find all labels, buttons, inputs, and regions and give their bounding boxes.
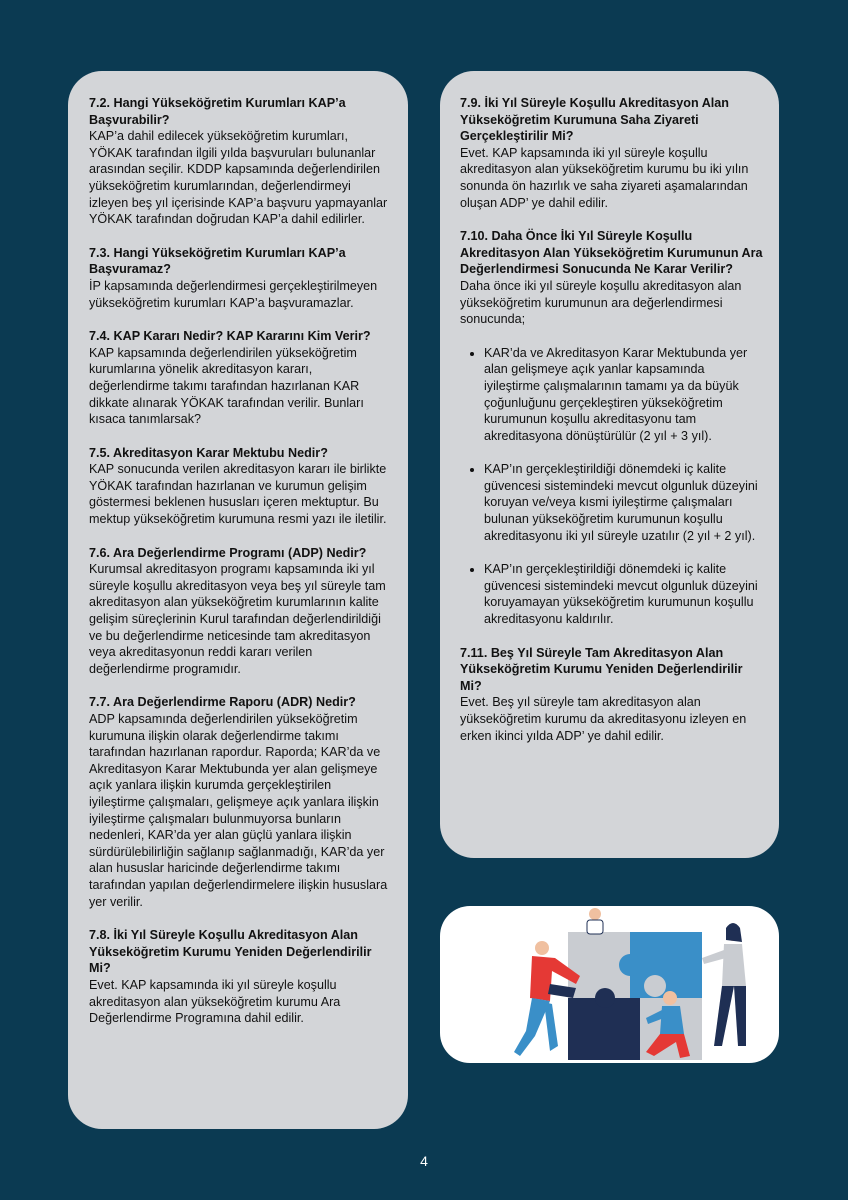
faq-section-7-3 — [89, 245, 390, 311]
bullet-item: • KAP’ın gerçekleştirildiği dönemdeki iç kalite güvencesi sistemindeki mevcut olgunluk düzeyini koruyan ve/veya kısmi iyileştirme çalışmaları bulunan yükseköğretim kurumunun koşullu akreditasyonu iki yıl süreyle uzatılır (2 yıl + 2 yıl). — [484, 461, 763, 544]
answer-text: İP kapsamında değerlendirmesi gerçekleştirilmeyen yükseköğretim kurumları KAP’a başvuramazlar. — [89, 278, 378, 310]
puzzle-teamwork-illustration — [440, 906, 779, 1063]
question-heading: 7.8. İki Yıl Süreyle Koşullu Akreditasyon Alan Yükseköğretim Kurumu Yeniden Değerlendirilir Mi? — [89, 928, 372, 976]
question-heading: 7.2. Hangi Yükseköğretim Kurumları KAP’a Başvurabilir? — [89, 96, 346, 127]
bullet-item: • KAP’ın gerçekleştirildiği dönemdeki iç kalite güvencesi sistemindeki mevcut olgunluk düzeyini koruyamayan yükseköğretim kurumunun koşullu akreditasyonu kaldırılır. — [484, 561, 763, 627]
question-heading: 7.9. İki Yıl Süreyle Koşullu Akreditasyon Alan Yükseköğretim Kurumuna Saha Ziyareti Gerçekleştirilir Mi? — [460, 96, 729, 144]
question-heading: 7.11. Beş Yıl Süreyle Tam Akreditasyon Alan Yükseköğretim Kurumu Yeniden Değerlendirilir Mi? — [460, 645, 743, 693]
question-heading: 7.10. Daha Önce İki Yıl Süreyle Koşullu Akreditasyon Alan Yükseköğretim Kurumunun Ara Değerlendirmesi Sonucunda Ne Karar Verilir? — [460, 229, 763, 277]
answer-text: Evet. KAP kapsamında iki yıl süreyle koşullu akreditasyon alan yükseköğretim kurumu Ara Değerlendirme Programına dahil edilir. — [89, 977, 341, 1026]
answer-text: Evet. KAP kapsamında iki yıl süreyle koşullu akreditasyon alan yükseköğretim kurumu bu iki yılın sonunda ön hazırlık ve saha ziyareti aşamalarından oluşan ADP’ ye dahil edilir. — [460, 145, 749, 210]
faq-section-7-11 — [460, 645, 763, 745]
faq-section-7-2 — [89, 95, 390, 228]
faq-section-7-4 — [89, 328, 390, 428]
page-number: 4 — [420, 1153, 428, 1169]
question-heading: 7.5. Akreditasyon Karar Mektubu Nedir? — [89, 445, 328, 460]
faq-section-7-10 — [460, 228, 763, 627]
person-right-woman — [702, 923, 746, 1046]
answer-text: KAP’a dahil edilecek yükseköğretim kurumları, YÖKAK tarafından ilgili yılda başvuruları bulunanlar arasından seçilir. KDDP kapsamında değerlendirilen yükseköğretim kurumlarından, değerlendirmeyi izleyen beş yıl içerisinde KAP’a başvuru yapmayanlar YÖKAK tarafından doğrudan KAP’a dahil edilirler. — [89, 129, 388, 227]
question-heading: 7.3. Hangi Yükseköğretim Kurumları KAP’a Başvuramaz? — [89, 245, 346, 277]
question-heading: 7.4. KAP Kararı Nedir? KAP Kararını Kim Verir? — [89, 329, 371, 344]
puzzle-knob-navy — [595, 988, 615, 1008]
right-faq-card — [440, 71, 779, 858]
person-top-center — [587, 908, 603, 934]
answer-text: Evet. Beş yıl süreyle tam akreditasyon alan yükseköğretim kurumu da akreditasyonu izleyen en erken ikinci yılda ADP’ ye dahil edilir. — [460, 695, 747, 743]
answer-text: Daha önce iki yıl süreyle koşullu akreditasyon alan yükseköğretim kurumunun ara değerlendirmesi sonucunda; — [460, 278, 742, 327]
answer-text: KAP sonucunda verilen akreditasyon kararı ile birlikte YÖKAK tarafından hazırlanan ve kurumun gelişim göstermesi beklenen hususları içeren mektuptur. Bu mektup yükseköğretim kurumuna resmi yazı ile iletilir. — [89, 462, 387, 527]
faq-section-7-9 — [460, 95, 763, 211]
answer-text: KAP kapsamında değerlendirilen yükseköğretim kurumlarına yönelik akreditasyon kararı, değerlendirme takımı tarafından hazırlanan KAR dikkate alınarak YÖKAK tarafından verilir. Bunları kısaca tanımlarsak? — [89, 345, 364, 427]
question-heading: 7.6. Ara Değerlendirme Programı (ADP) Nedir? — [89, 545, 367, 560]
answer-text: Kurumsal akreditasyon programı kapsamında iki yıl süreyle koşullu akreditasyon veya beş yıl süreyle tam akreditasyon alan yükseköğretim kurumlarının kalite gelişim süreçlerinin Kurul tarafından değerlendirildiği ve bu değerlendirme neticesinde tam akreditasyon veya akreditasyonun reddi kararı verilen değerlendirme programıdır. — [89, 562, 386, 676]
faq-section-7-5 — [89, 445, 390, 528]
faq-section-7-8 — [89, 927, 390, 1027]
faq-section-7-6 — [89, 545, 390, 678]
decision-bullet-list — [460, 345, 763, 628]
answer-text: ADP kapsamında değerlendirilen yükseköğretim kurumuna ilişkin olarak değerlendirme takımı tarafından hazırlanan rapordur. Raporda; KAR’da ve Akreditasyon Karar Mektubunda yer alan gelişmeye açık yanlara ilişkin kurumda gerçekleştirilen iyileştirme çalışmaları, gelişmeye açık yanlara ilişkin iyileştirme çalışmaları bulunmuyorsa bunların nedenleri, KAR’da yer alan güçlü yanlara ilişkin sürdürülebilirliğin sağlanıp sağlanmadığı, KAR’da yer alan hususlar haricinde değerlendirme takımı tarafından yapılan değerlendirmelere ilişkin hususlara yer verilir. — [89, 712, 388, 909]
question-heading: 7.7. Ara Değerlendirme Raporu (ADR) Nedir? — [89, 695, 356, 710]
floating-puzzle-piece — [644, 975, 666, 997]
bullet-item: • KAR’da ve Akreditasyon Karar Mektubunda yer alan gelişmeye açık yanlar kapsamında iyileştirme çalışmalarının tamamı ya da büyük çoğunluğunu gerçekleştiren yükseköğretim kurumunun koşullu akreditasyonu tam akreditasyona dönüştürülür (2 yıl + 3 yıl). — [484, 345, 763, 445]
left-faq-card — [68, 71, 408, 1129]
faq-section-7-7 — [89, 694, 390, 910]
puzzle-knob-blue — [619, 954, 641, 976]
teamwork-illustration-card — [440, 906, 779, 1063]
